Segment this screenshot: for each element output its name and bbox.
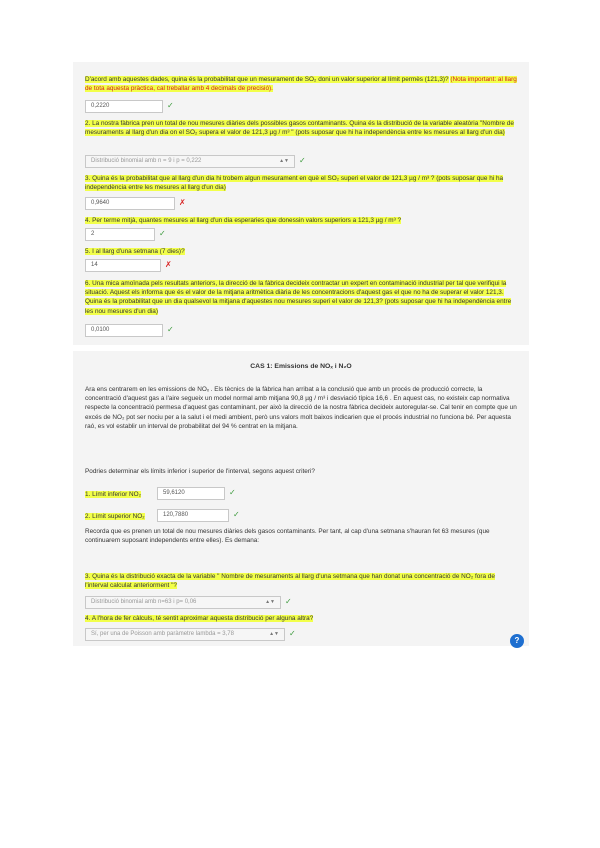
question-4-approximation-text: 4. A l'hora de fer càlculs, té sentit aproximar aquesta distribució per alguna altra? (85, 615, 314, 622)
answer-2-select[interactable] (85, 155, 295, 168)
section-title: CAS 1: Emissions de NOₓ i N₂O (250, 363, 352, 370)
question-4-text: 4. Per terme mitjà, quantes mesures al llarg d'un dia esperaries que donessin valors superiors a 121,3 µg / m³ ? (85, 217, 402, 224)
approximation-select[interactable] (85, 628, 285, 641)
answer-3-input[interactable]: 0,9640 (85, 197, 175, 210)
correct-icon: ✓ (159, 229, 166, 238)
correct-icon: ✓ (299, 156, 306, 165)
interval-question: Podries determinar els límits inferior i superior de l'interval, segons aquest criteri? (85, 468, 315, 475)
question-6 (85, 279, 519, 316)
question-4 (85, 216, 519, 225)
lower-limit-label: 1. Límit inferior NO₂ (85, 491, 142, 498)
incorrect-icon: ✗ (165, 260, 172, 269)
quiz-card-so2 (73, 62, 529, 345)
question-6-text: 6. Una mica amoïnada pels resultats anteriors, la direcció de la fàbrica decideix contractar un expert en contaminació industrial per tal que verifiqui la situació. Aquest els informa que és el valor de la mitjana aritmètica diària de les concentracions d'aquest gas el que no ha de superar el valor 121,3. Quina és la probabilitat que un dia qualsevol la mitjana d'aquestes nou mesures superi el valor de 121,3? (pots suposar que hi ha independència entre les nou mesures d'un dia) (85, 280, 512, 315)
intro-paragraph: Ara ens centrarem en les emissions de NOₓ . Els tècnics de la fàbrica han arribat a la conclusió que amb un procés de producció correcte, la concentració d'aquest gas a l'aire segueix un model normal amb mitjana 90,8 µg / m³ i desviació típica 16,6 . En aquest cas, no existeix cap normativa respecte la concentració permesa d'aquest gas contaminant, per això la direcció de la nostra fàbrica decideix autoregular-se. Cal tenir en compte que un excés de NO₂ pot ser nociu per a la salut i el medi ambient, però uns valors molt baixos indicarien que el procés industrial no funciona bé. Per aquesta raó, es vol establir un interval de probabilitat del 94 % centrat en la mitjana. (85, 386, 517, 430)
answer-4-input[interactable]: 2 (85, 228, 155, 241)
question-1-note: (Nota important: al llarg de tota aquesta pràctica, cal treballar amb 4 decimals de precisió). (85, 76, 517, 93)
chevron-down-icon: ▲▼ (279, 158, 289, 164)
question-2 (85, 119, 519, 137)
correct-icon: ✓ (285, 597, 292, 606)
question-1-text: D'acord amb aquestes dades, quina és la probabilitat que un mesurament de SO₂ doni un valor superior al límit permès (121,3)? (85, 76, 449, 83)
question-2-text: 2. La nostra fàbrica pren un total de nou mesures diàries dels possibles gasos contaminants. Quina és la distribució de la variable aleatòria "Nombre de mesuraments al llarg d'un dia on el SO₂ supera el valor de 121,3 µg / m³ " (pots suposar que hi ha independència entre les mesures al llarg d'un dia) (85, 120, 514, 137)
question-3-text: 3. Quina és la probabilitat que al llarg d'un dia hi trobem algun mesurament en què el SO₂ superi el valor de 121,3 µg / m³ ? (pots suposar que hi ha independència entre les mesures al llarg d'un dia) (85, 175, 504, 192)
answer-1-input[interactable]: 0,2220 (85, 100, 163, 113)
chevron-down-icon: ▲▼ (269, 631, 279, 637)
question-1 (85, 75, 519, 93)
question-3-distribution-text: 3. Quina és la distribució exacta de la variable " Nombre de mesuraments al llarg d'una setmana que han donat una concentració de NO₂ fora de l'interval calculat anteriorment "? (85, 573, 495, 590)
question-5-text: 5. I al llarg d'una setmana (7 dies)? (85, 248, 185, 255)
approximation-select-value: Sí, per una de Poisson amb paràmetre lambda = 3,78 (91, 631, 234, 637)
help-icon[interactable]: ? (510, 634, 524, 648)
distribution-select-value: Distribució binomial amb n=63 i p= 0,06 (91, 599, 197, 605)
distribution-select[interactable] (85, 596, 281, 609)
quiz-card-nox (73, 351, 529, 646)
answer-5-input[interactable]: 14 (85, 259, 161, 272)
upper-limit-input[interactable]: 120,7880 (157, 509, 229, 522)
answer-2-select-value: Distribució binomial amb n = 9 i p = 0,222 (91, 158, 202, 164)
correct-icon: ✓ (167, 101, 174, 110)
correct-icon: ✓ (289, 629, 296, 638)
chevron-down-icon: ▲▼ (265, 599, 275, 605)
question-4-approximation (85, 614, 519, 623)
question-5 (85, 247, 519, 256)
recall-paragraph: Recorda que es prenen un total de nou mesures diàries dels gasos contaminants. Per tant, al cap d'una setmana s'hauran fet 63 mesures (que continuarem suposant independents entre elles). Es demana: (85, 528, 490, 545)
incorrect-icon: ✗ (179, 198, 186, 207)
question-3-distribution (85, 572, 519, 590)
lower-limit-input[interactable]: 59,6120 (157, 487, 225, 500)
question-3 (85, 174, 519, 192)
answer-6-input[interactable]: 0,0100 (85, 324, 163, 337)
correct-icon: ✓ (233, 510, 240, 519)
correct-icon: ✓ (229, 488, 236, 497)
correct-icon: ✓ (167, 325, 174, 334)
upper-limit-label: 2. Límit superior NO₂ (85, 513, 145, 520)
